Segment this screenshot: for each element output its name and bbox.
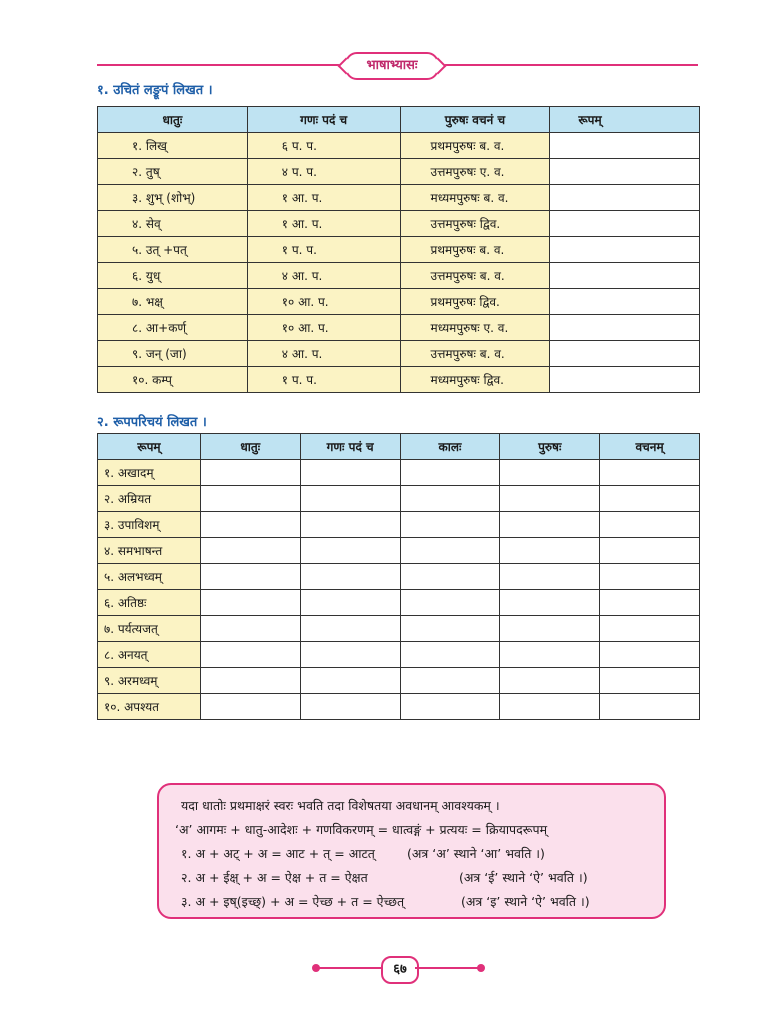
table-row: [98, 616, 700, 642]
column-header: रूपम्: [98, 434, 201, 460]
column-header: वचनम्: [600, 434, 700, 460]
answer-cell[interactable]: [550, 159, 700, 185]
question-1-title: १. उचितं लङ्रूपं लिखत ।: [97, 83, 213, 98]
table-cell: २. तुष्: [98, 159, 248, 185]
table-row: [98, 694, 700, 720]
answer-cell[interactable]: [300, 564, 400, 590]
answer-cell[interactable]: [500, 616, 600, 642]
table-cell: ४ आ. प.: [247, 341, 400, 367]
answer-cell[interactable]: [500, 460, 600, 486]
table-row: [98, 668, 700, 694]
answer-cell[interactable]: [600, 694, 700, 720]
answer-cell[interactable]: [550, 367, 700, 393]
verb-form-cell: २. अम्रियत: [98, 486, 201, 512]
answer-cell[interactable]: [200, 512, 300, 538]
table-cell: १० आ. प.: [247, 289, 400, 315]
answer-cell[interactable]: [550, 263, 700, 289]
answer-cell[interactable]: [200, 616, 300, 642]
verb-form-cell: ७. पर्यत्यजत्: [98, 616, 201, 642]
answer-cell[interactable]: [400, 460, 500, 486]
footer-dot-right: [477, 964, 485, 972]
note-example-3: ३. अ + इष्(इच्छ्) + अ = ऐच्छ + त = ऐच्छत्: [181, 894, 405, 909]
note-example-3-remark: (अत्र ‘इ’ स्थाने ‘ऐ’ भवति ।): [461, 894, 590, 909]
note-formula-line: ‘अ’ आगमः + धातु-आदेशः + गणविकरणम् = धात्वङ्गं + प्रत्ययः = क्रियापदरूपम्: [175, 822, 548, 837]
table-cell: उत्तमपुरुषः ब. व.: [400, 263, 550, 289]
answer-cell[interactable]: [300, 668, 400, 694]
answer-cell[interactable]: [300, 694, 400, 720]
table-row: [98, 564, 700, 590]
answer-cell[interactable]: [600, 460, 700, 486]
table-row: [98, 486, 700, 512]
table-cell: मध्यमपुरुषः ब. व.: [400, 185, 550, 211]
question-2-title: २. रूपपरिचयं लिखत ।: [97, 415, 207, 430]
page-number: ६७: [381, 956, 419, 984]
answer-cell[interactable]: [300, 486, 400, 512]
answer-cell[interactable]: [200, 486, 300, 512]
answer-cell[interactable]: [300, 590, 400, 616]
column-header: पुरुषः वचनं च: [400, 107, 550, 133]
answer-cell[interactable]: [600, 590, 700, 616]
note-rule-line: यदा धातोः प्रथमाक्षरं स्वरः भवति तदा विशेषतया अवधानम् आवश्यकम् ।: [181, 798, 500, 813]
table-row: [98, 512, 700, 538]
answer-cell[interactable]: [600, 486, 700, 512]
verb-form-cell: १०. अपश्यत: [98, 694, 201, 720]
note-example-2: २. अ + ईक्ष् + अ = ऐक्ष + त = ऐक्षत: [181, 870, 368, 885]
grammar-note-box: [157, 783, 666, 919]
answer-cell[interactable]: [300, 512, 400, 538]
table-row: [98, 185, 700, 211]
answer-cell[interactable]: [200, 590, 300, 616]
answer-cell[interactable]: [200, 642, 300, 668]
column-header: गणः पदं च: [247, 107, 400, 133]
answer-cell[interactable]: [600, 512, 700, 538]
table-row: [98, 237, 700, 263]
verb-form-cell: ९. अरमध्वम्: [98, 668, 201, 694]
answer-cell[interactable]: [500, 512, 600, 538]
table-cell: १ प. प.: [247, 237, 400, 263]
note-example-2-remark: (अत्र ‘ई’ स्थाने ‘ऐ’ भवति ।): [459, 870, 588, 885]
table-cell: ६ प. प.: [247, 133, 400, 159]
verb-form-cell: ४. समभाषन्त: [98, 538, 201, 564]
answer-cell[interactable]: [500, 538, 600, 564]
column-header: कालः: [400, 434, 500, 460]
table-cell: ४. सेव्: [98, 211, 248, 237]
answer-cell[interactable]: [300, 616, 400, 642]
verb-form-cell: ३. उपाविशम्: [98, 512, 201, 538]
table-row: [98, 590, 700, 616]
answer-cell[interactable]: [500, 590, 600, 616]
answer-cell[interactable]: [550, 237, 700, 263]
answer-cell[interactable]: [300, 460, 400, 486]
answer-cell[interactable]: [200, 668, 300, 694]
answer-cell[interactable]: [200, 694, 300, 720]
table-cell: ७. भक्ष्: [98, 289, 248, 315]
table-cell: ४ आ. प.: [247, 263, 400, 289]
table-cell: ४ प. प.: [247, 159, 400, 185]
answer-cell[interactable]: [400, 512, 500, 538]
footer-rule-right: [415, 967, 479, 969]
note-example-1-remark: (अत्र ‘अ’ स्थाने ‘आ’ भवति ।): [407, 846, 545, 861]
answer-cell[interactable]: [550, 341, 700, 367]
answer-cell[interactable]: [550, 315, 700, 341]
verb-form-cell: ६. अतिष्ठः: [98, 590, 201, 616]
table-cell: प्रथमपुरुषः ब. व.: [400, 133, 550, 159]
answer-cell[interactable]: [550, 133, 700, 159]
column-header: धातुः: [98, 107, 248, 133]
note-example-1: १. अ + अट् + अ = आट + त् = आटत्: [181, 846, 375, 861]
answer-cell[interactable]: [400, 538, 500, 564]
answer-cell[interactable]: [500, 564, 600, 590]
answer-cell[interactable]: [600, 642, 700, 668]
table-row: [98, 263, 700, 289]
answer-cell[interactable]: [400, 590, 500, 616]
answer-cell[interactable]: [400, 616, 500, 642]
answer-cell[interactable]: [200, 460, 300, 486]
answer-cell[interactable]: [600, 564, 700, 590]
verb-form-cell: ८. अनयत्: [98, 642, 201, 668]
table-cell: प्रथमपुरुषः ब. व.: [400, 237, 550, 263]
column-header: गणः पदं च: [300, 434, 400, 460]
table-row: [98, 289, 700, 315]
table-cell: १ प. प.: [247, 367, 400, 393]
column-header: पुरुषः: [500, 434, 600, 460]
answer-cell[interactable]: [200, 538, 300, 564]
table-cell: उत्तमपुरुषः ब. व.: [400, 341, 550, 367]
table-row: [98, 159, 700, 185]
answer-cell[interactable]: [550, 185, 700, 211]
table-row: [98, 211, 700, 237]
answer-cell[interactable]: [500, 486, 600, 512]
answer-cell[interactable]: [600, 616, 700, 642]
table-cell: ९. जन् (जा): [98, 341, 248, 367]
table-row: [98, 460, 700, 486]
answer-cell[interactable]: [550, 289, 700, 315]
table-cell: ८. आ+कर्ण्: [98, 315, 248, 341]
answer-cell[interactable]: [400, 486, 500, 512]
table-cell: मध्यमपुरुषः द्विव.: [400, 367, 550, 393]
answer-cell[interactable]: [300, 642, 400, 668]
answer-cell[interactable]: [400, 694, 500, 720]
table-header-row: [98, 107, 700, 133]
table-row: [98, 133, 700, 159]
column-header: धातुः: [200, 434, 300, 460]
table-cell: मध्यमपुरुषः ए. व.: [400, 315, 550, 341]
answer-cell[interactable]: [400, 642, 500, 668]
table-cell: १०. कम्प्: [98, 367, 248, 393]
table-cell: ३. शुभ् (शोभ्): [98, 185, 248, 211]
answer-cell[interactable]: [500, 668, 600, 694]
table-cell: ५. उत् +पत्: [98, 237, 248, 263]
verb-form-cell: ५. अलभध्वम्: [98, 564, 201, 590]
table-cell: प्रथमपुरुषः द्विव.: [400, 289, 550, 315]
table-row: [98, 341, 700, 367]
table-row: [98, 315, 700, 341]
table-cell: १० आ. प.: [247, 315, 400, 341]
table-row: [98, 367, 700, 393]
table-row: [98, 538, 700, 564]
table-header-row: [98, 434, 700, 460]
verb-form-cell: १. अखादम्: [98, 460, 201, 486]
table-cell: १ आ. प.: [247, 185, 400, 211]
answer-cell[interactable]: [600, 538, 700, 564]
answer-cell[interactable]: [400, 668, 500, 694]
answer-cell[interactable]: [500, 642, 600, 668]
table-cell: उत्तमपुरुषः ए. व.: [400, 159, 550, 185]
table-cell: ६. युध्: [98, 263, 248, 289]
conjugation-table: [97, 106, 700, 393]
table-cell: १ आ. प.: [247, 211, 400, 237]
answer-cell[interactable]: [550, 211, 700, 237]
answer-cell[interactable]: [400, 564, 500, 590]
answer-cell[interactable]: [300, 538, 400, 564]
table-cell: १. लिख्: [98, 133, 248, 159]
column-header: रूपम्: [550, 107, 700, 133]
form-analysis-table: [97, 433, 700, 720]
answer-cell[interactable]: [200, 564, 300, 590]
footer-rule-left: [318, 967, 382, 969]
table-cell: उत्तमपुरुषः द्विव.: [400, 211, 550, 237]
answer-cell[interactable]: [500, 694, 600, 720]
answer-cell[interactable]: [600, 668, 700, 694]
section-badge: भाषाभ्यासः: [345, 52, 439, 80]
table-row: [98, 642, 700, 668]
